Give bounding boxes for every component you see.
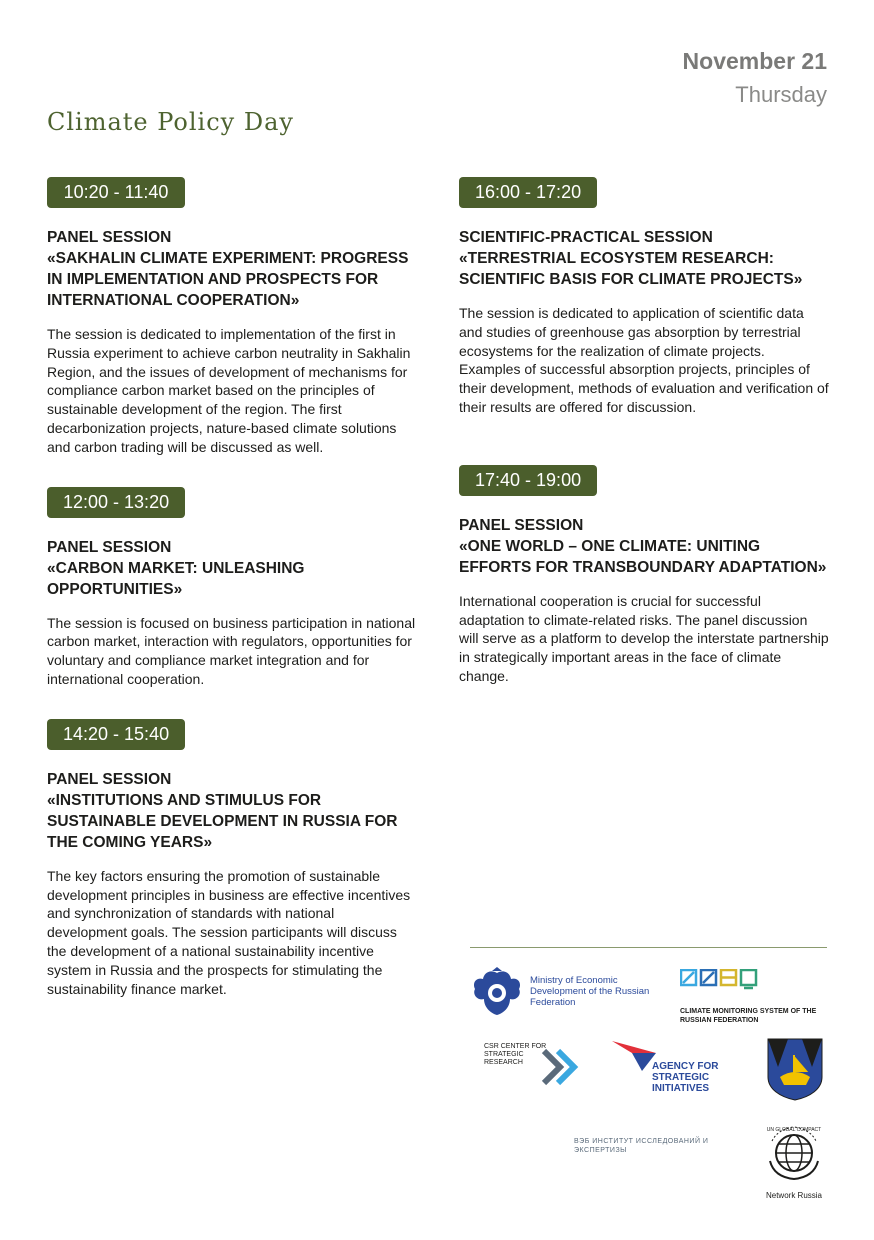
session-description: The session is dedicated to application of scientific data and studies of greenhouse gas absorption by terrestrial ecosystems for the realization of climate projects. Examples of successful absorption projects, principles of their development, methods of evaluation and verification of their results are offered for discussion. [459, 305, 829, 415]
asi-arrow-icon [612, 1039, 656, 1073]
session-item [47, 719, 417, 999]
csr-logo [484, 1043, 594, 1095]
event-weekday: Thursday [735, 82, 827, 107]
session-title: «TERRESTRIAL ECOSYSTEM RESEARCH: SCIENTIFIC BASIS FOR CLIMATE PROJECTS» [459, 250, 803, 288]
session-title: «SAKHALIN CLIMATE EXPERIMENT: PROGRESS IN IMPLEMENTATION AND PROSPECTS FOR INTERNATIONAL COOPERATION» [47, 250, 409, 309]
session-type: PANEL SESSION [47, 770, 172, 788]
session-description: The session is dedicated to implementation of the first in Russia experiment to achieve carbon neutrality in Sakhalin Region, and the issues of development of mechanisms for compliance carbon market based on the principles of sustainable development of the region. The first decarbonization projects, nature-based climate solutions and carbon trading will be discussed as well. [47, 326, 411, 455]
session-title: «INSTITUTIONS AND STIMULUS FOR SUSTAINABLE DEVELOPMENT IN RUSSIA FOR THE COMING YEARS» [47, 791, 398, 851]
session-type: PANEL SESSION [47, 538, 172, 556]
asi-label: AGENCY FOR STRATEGIC INITIATIVES [652, 1061, 719, 1094]
session-item [459, 177, 829, 417]
session-title: «ONE WORLD – ONE CLIMATE: UNITING EFFORTS FOR TRANSBOUNDARY ADAPTATION» [459, 537, 827, 576]
left-column [47, 177, 417, 1028]
session-description: The key factors ensuring the promotion of sustainable development principles in business are effective incentives and synchronization of standards with national development goals. The session participants will discuss the development of a national sustainability incentive system in Russia and the prospects for stimulating the sustainability finance market. [47, 867, 411, 997]
session-item [47, 177, 417, 457]
time-badge: 16:00 - 17:20 [459, 177, 597, 208]
session-item [47, 487, 417, 689]
session-item [459, 465, 829, 686]
network-russia-label: Network Russia [765, 1191, 822, 1200]
time-badge: 14:20 - 15:40 [47, 719, 185, 750]
veb-label: ВЭБ ИНСТИТУТ ИССЛЕДОВАНИЙ И ЭКСПЕРТИЗЫ [574, 1138, 709, 1154]
date-block [683, 44, 827, 112]
climate-monitoring-icon [680, 969, 760, 991]
csr-mark-icon [540, 1045, 584, 1089]
time-badge: 17:40 - 19:00 [459, 465, 597, 496]
event-date: November 21 [682, 48, 827, 74]
ministry-logo [470, 967, 670, 1017]
right-column [459, 177, 829, 716]
coat-of-arms-icon [766, 1037, 824, 1101]
csr-label: CSR CENTER FOR STRATEGIC RESEARCH [484, 1043, 547, 1066]
divider [470, 947, 827, 948]
session-type: SCIENTIFIC-PRACTICAL SESSION [459, 229, 713, 246]
ministry-label: Ministry of Economic Development of the Russian Federation [530, 975, 650, 1008]
partner-logos [470, 955, 827, 1205]
un-global-compact-logo [762, 1121, 826, 1205]
climate-monitoring-label: CLIMATE MONITORING SYSTEM OF THE RUSSIAN FEDERATION [680, 1008, 817, 1024]
session-type: PANEL SESSION [459, 516, 584, 534]
asi-logo [612, 1039, 742, 1099]
climate-monitoring-logo [680, 969, 830, 1024]
session-title: «CARBON MARKET: UNLEASHING OPPORTUNITIES» [47, 559, 305, 598]
un-global-compact-label: UN GLOBAL COMPACT [766, 1127, 822, 1133]
eagle-emblem-icon [470, 967, 524, 1019]
time-badge: 12:00 - 13:20 [47, 487, 185, 518]
sakhalin-coat-of-arms [766, 1037, 824, 1101]
session-type: PANEL SESSION [47, 229, 172, 246]
page-title: Climate Policy Day [47, 108, 294, 136]
veb-logo [574, 1137, 744, 1171]
session-description: The session is focused on business participation in national carbon market, interaction with regulators, opportunities for voluntary and compliance market integration and for international cooperation. [47, 614, 416, 687]
time-badge: 10:20 - 11:40 [47, 177, 185, 208]
session-description: International cooperation is crucial for successful adaptation to climate-related risks. The panel discussion will serve as a platform to develop the interstate partnership in strategically important areas in the face of climate change. [459, 592, 829, 684]
